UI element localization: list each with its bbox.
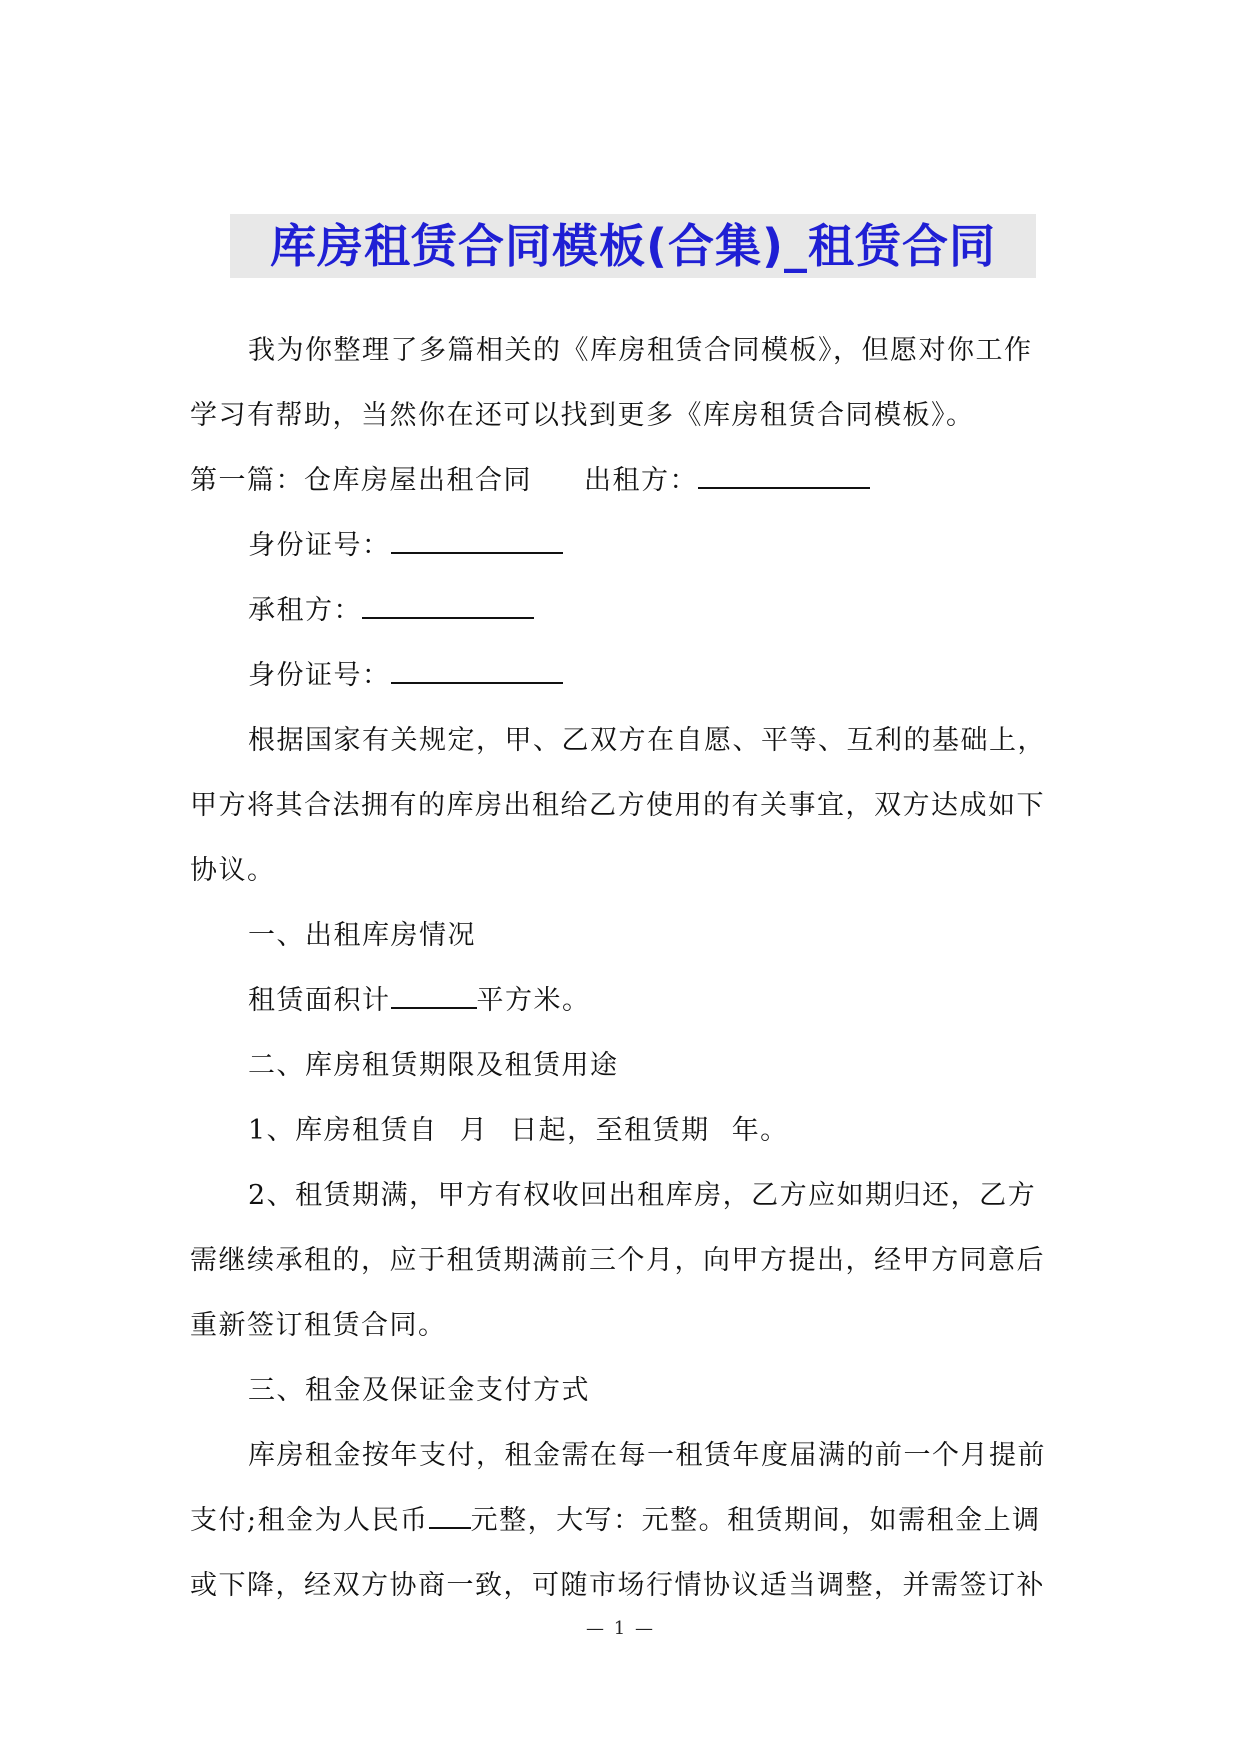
clause2-heading: 二、库房租赁期限及租赁用途: [248, 1050, 619, 1081]
id-label-1: 身份证号：: [248, 530, 391, 561]
intro-paragraph: 我为你整理了多篇相关的《库房租赁合同模板》，但愿对你工作学习有帮助，当然你在还可以找到更多《库房租赁合同模板》。: [190, 335, 1033, 431]
lessor-label: 出租方：: [584, 465, 698, 496]
rent-a: 库房租金按年支付，租金需在每一租赁年度届满的前一个月提前支付;租金为人民币: [190, 1440, 1046, 1536]
preamble-paragraph: 根据国家有关规定，甲、乙双方在自愿、平等、互利的基础上，甲方将其合法拥有的库房出租给乙方使用的有关事宜，双方达成如下协议。: [190, 725, 1046, 886]
id-blank-1: [391, 530, 563, 554]
area-suffix: 平方米。: [476, 985, 591, 1016]
area-blank: [391, 985, 477, 1009]
term-1-line: [190, 1098, 1060, 1163]
rent-b: 元整，大写：元整。租赁期间，如需租金上调或下降，经双方协商一致，可随市场行情协议适当调整，并需签订补: [190, 1505, 1045, 1601]
area-prefix: 租赁面积计: [248, 985, 391, 1016]
section1-heading: 第一篇：仓库房屋出租合同: [190, 465, 532, 496]
term-1-c: 日起，至租赁期: [510, 1115, 710, 1146]
term-2-paragraph: 2、租赁期满，甲方有权收回出租库房，乙方应如期归还，乙方需继续承租的，应于租赁期满前三个月，向甲方提出，经甲方同意后重新签订租赁合同。: [190, 1180, 1045, 1341]
lessee-line: [190, 578, 1060, 643]
rent-blank: [429, 1505, 471, 1529]
document-body: [190, 318, 1060, 1618]
lessor-blank: [698, 465, 870, 489]
term-1-d: 年。: [731, 1115, 789, 1146]
term-1-a: 1、库房租赁自: [248, 1115, 438, 1146]
clause1-heading: 一、出租库房情况: [248, 920, 476, 951]
term-1-b: 月: [459, 1115, 489, 1146]
clause3-heading: 三、租金及保证金支付方式: [248, 1375, 590, 1406]
page-number: — 1 —: [586, 1618, 655, 1639]
id-label-2: 身份证号：: [248, 660, 391, 691]
document-title: 库房租赁合同模板(合集)_租赁合同: [269, 219, 997, 273]
area-line: [190, 968, 1060, 1033]
section-heading-line: [190, 448, 1060, 513]
lessee-label: 承租方：: [248, 595, 362, 626]
id-line-1: [190, 513, 1060, 578]
id-blank-2: [391, 660, 563, 684]
lessee-blank: [362, 595, 534, 619]
id-line-2: [190, 643, 1060, 708]
rent-paragraph: [190, 1423, 1060, 1618]
